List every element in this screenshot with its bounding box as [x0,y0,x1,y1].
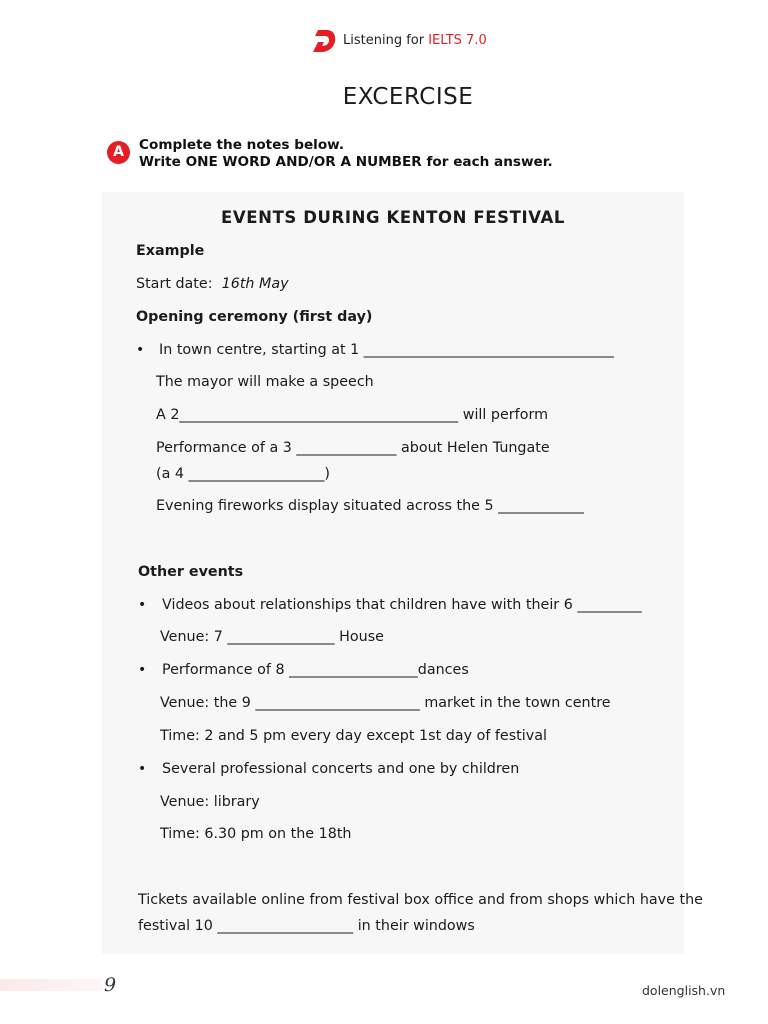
question-7: Venue: 7 _______________ House [160,629,384,645]
concerts-line: Several professional concerts and one by children [162,761,520,777]
notes-panel [102,192,703,954]
start-date-label: Start date: [136,276,213,292]
bullet: • [138,597,147,613]
brand-accent: IELTS 7.0 [428,33,487,48]
footer-accent-bar [0,979,102,991]
time-line-1: Time: 2 and 5 pm every day except 1st day of festival [160,728,547,744]
tickets-line-2: festival 10 ___________________ in their windows [138,918,475,934]
start-date-line [136,276,289,292]
question-5: Evening fireworks display situated across the 5 ____________ [156,498,584,514]
mayor-line: The mayor will make a speech [156,374,374,390]
page-number: 9 [104,974,117,996]
header-title [343,33,487,48]
site-url: dolenglish.vn [642,983,726,998]
question-2: A 2_______________________________________ will perform [156,407,548,423]
question-3: Performance of a 3 ______________ about Helen Tungate [156,440,550,456]
page-header [0,28,768,56]
brand-prefix: Listening for [343,33,429,48]
time-line-2: Time: 6.30 pm on the 18th [160,826,352,842]
start-date-value: 16th May [221,276,289,292]
bullet: • [138,761,147,777]
question-6: Videos about relationships that children have with their 6 _________ [162,597,642,613]
bullet: • [136,342,145,358]
instruction-line-2: Write ONE WORD AND/OR A NUMBER for each answer. [139,154,553,170]
question-4: (a 4 ___________________) [156,466,330,482]
question-8: Performance of 8 __________________dances [162,662,469,678]
other-events-heading: Other events [138,564,244,580]
section-badge: A [107,141,130,164]
question-1: In town centre, starting at 1 ___________________________________ [159,342,614,358]
question-9: Venue: the 9 _______________________ market in the town centre [160,695,611,711]
dol-logo-icon [312,28,336,54]
instruction-line-1: Complete the notes below. [139,137,345,153]
tickets-line-1: Tickets available online from festival box office and from shops which have the [138,892,703,908]
notes-heading: EVENTS DURING KENTON FESTIVAL [221,208,565,227]
bullet: • [138,662,147,678]
page-title: EXCERCISE [342,84,474,110]
example-label: Example [136,243,205,259]
venue-library: Venue: library [160,794,260,810]
opening-heading: Opening ceremony (first day) [136,309,373,325]
